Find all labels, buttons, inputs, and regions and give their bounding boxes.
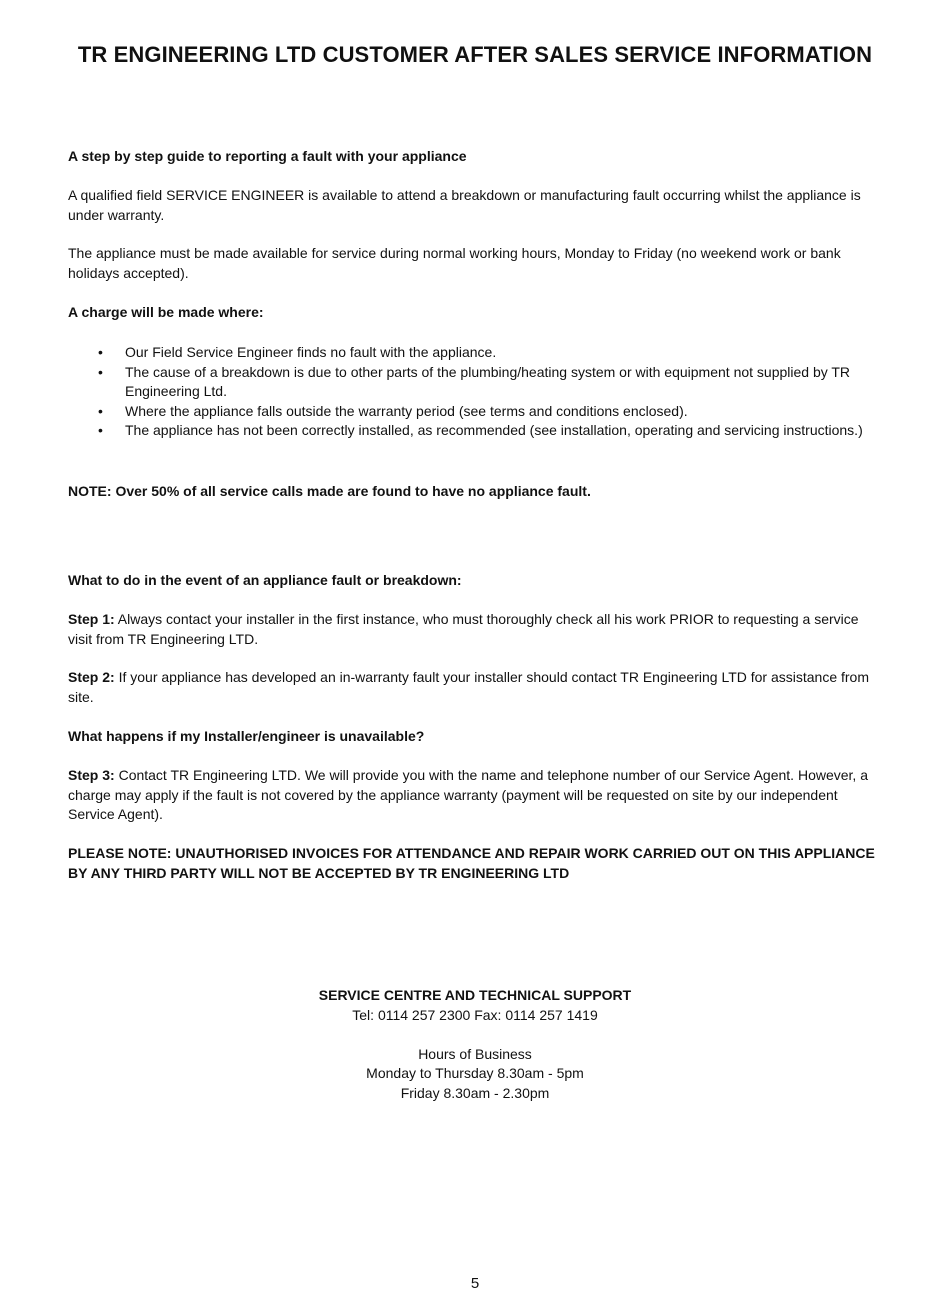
step-3 [68, 766, 883, 825]
fault-heading [68, 571, 883, 591]
bullet-icon: • [98, 363, 103, 380]
note-line [68, 482, 883, 502]
list-item [68, 402, 883, 422]
service-centre-contact: Tel: 0114 257 2300 Fax: 0114 257 1419 [352, 1006, 598, 1023]
step-3-text: Contact TR Engineering LTD. We will provide you with the name and telephone number of our Service Agent. However, a charge may apply if the fault is not covered by the appliance warranty (payment will be requested on site by our independent Service Agent). [68, 767, 868, 822]
step-1-label: Step 1: [68, 611, 115, 627]
charge-bullet-list [68, 343, 883, 441]
hours-paragraph-text: The appliance must be made available for service during normal working hours, Monday to Friday (no weekend work or bank holidays accepted). [68, 245, 841, 281]
charge-list [68, 343, 883, 441]
list-item [68, 363, 883, 402]
guide-heading-text: A step by step guide to reporting a fault with your appliance [68, 148, 467, 164]
step-3-label: Step 3: [68, 767, 115, 783]
document-title: TR ENGINEERING LTD CUSTOMER AFTER SALES SERVICE INFORMATION [77, 42, 873, 67]
service-centre-block [0, 986, 950, 1103]
guide-heading [68, 147, 883, 167]
step-1-text: Always contact your installer in the first instance, who must thoroughly check all his work PRIOR to requesting a service visit from TR Engineering LTD. [68, 611, 859, 647]
list-item-text: The appliance has not been correctly installed, as recommended (see installation, operating and servicing instructions.) [125, 422, 863, 438]
list-item [68, 343, 883, 363]
unavailable-heading-text: What happens if my Installer/engineer is unavailable? [68, 728, 425, 744]
step-2-label: Step 2: [68, 669, 115, 685]
fault-heading-text: What to do in the event of an appliance fault or breakdown: [68, 572, 462, 588]
step-1 [68, 610, 883, 649]
hours-heading: Hours of Business [418, 1045, 532, 1062]
engineer-paragraph-text: A qualified field SERVICE ENGINEER is available to attend a breakdown or manufacturing fault occurring whilst the appliance is under warranty. [68, 187, 861, 223]
list-item [68, 421, 883, 441]
hours-paragraph [68, 244, 883, 283]
list-item-text: The cause of a breakdown is due to other parts of the plumbing/heating system or with equipment not supplied by TR Engineering Ltd. [125, 363, 851, 399]
charge-heading-text: A charge will be made where: [68, 304, 264, 320]
please-note [68, 844, 883, 883]
unavailable-heading [68, 727, 883, 747]
hours-friday: Friday 8.30am - 2.30pm [400, 1084, 550, 1101]
engineer-paragraph [68, 186, 883, 225]
step-3-paragraph [68, 766, 883, 825]
step-1-paragraph [68, 610, 883, 649]
page-number: 5 [470, 1275, 480, 1292]
service-centre-heading: SERVICE CENTRE AND TECHNICAL SUPPORT [318, 987, 632, 1003]
charge-heading [68, 303, 883, 323]
list-item-text: Our Field Service Engineer finds no fault with the appliance. [125, 344, 497, 360]
bullet-icon: • [98, 344, 103, 360]
please-note-text: PLEASE NOTE: UNAUTHORISED INVOICES FOR ATTENDANCE AND REPAIR WORK CARRIED OUT ON THIS APPLIANCE BY ANY THIRD PARTY WILL NOT BE ACCEPTED BY TR ENGINEERING LTD [68, 845, 875, 881]
spacer [0, 1025, 950, 1045]
step-2 [68, 668, 883, 707]
bullet-icon: • [98, 422, 103, 438]
note-text: NOTE: Over 50% of all service calls made are found to have no appliance fault. [68, 483, 591, 499]
hours-weekday: Monday to Thursday 8.30am - 5pm [366, 1065, 584, 1081]
bullet-icon: • [98, 402, 103, 419]
step-2-text: If your appliance has developed an in-warranty fault your installer should contact TR Engineering LTD for assistance from site. [68, 669, 870, 705]
step-2-paragraph [68, 668, 883, 707]
list-item-text: Where the appliance falls outside the warranty period (see terms and conditions enclosed). [125, 402, 688, 419]
